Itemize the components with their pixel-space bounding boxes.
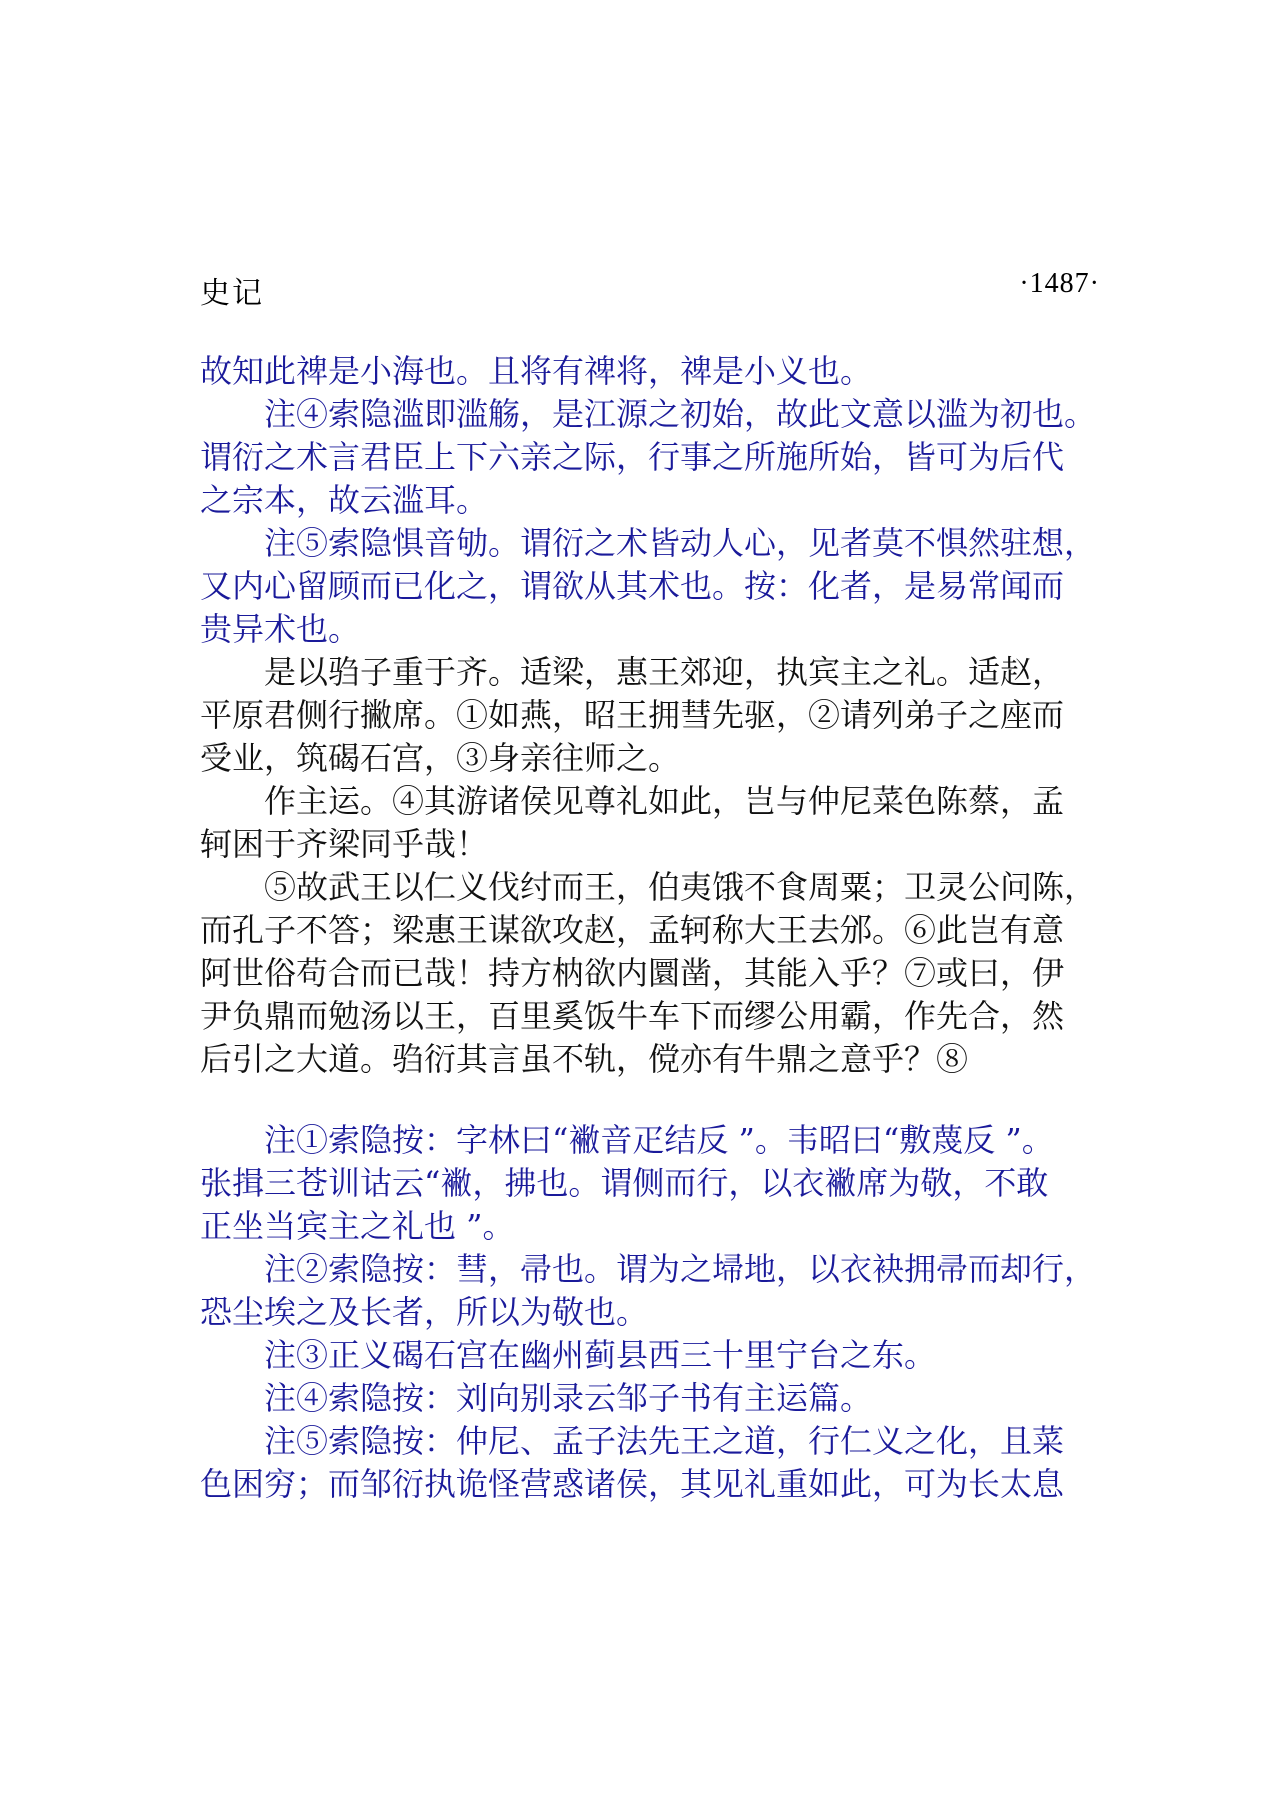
text-line: 恐尘埃之及长者，所以为敬也。: [200, 1293, 649, 1331]
text-line: 谓衍之术言君臣上下六亲之际，行事之所施所始，皆可为后代: [200, 438, 1065, 476]
text-line: 正坐当宾主之礼也 ”。: [200, 1207, 515, 1245]
text-line: 注⑤索隐惧音劬。谓衍之术皆动人心，见者莫不惧然驻想，: [264, 524, 1097, 562]
paragraph-gap: [200, 1081, 1120, 1119]
text-line: 注④索隐滥即滥觞，是江源之初始，故此文意以滥为初也。: [264, 395, 1097, 433]
text-line: 注②索隐按：彗，帚也。谓为之埽地，以衣袂拥帚而却行，: [264, 1250, 1097, 1288]
text-line: 注⑤索隐按：仲尼、孟子法先王之道，行仁义之化，且菜: [264, 1422, 1065, 1460]
text-line: 故知此禆是小海也。且将有禆将，禆是小义也。: [200, 352, 873, 390]
text-line: 是以驺子重于齐。适梁，惠王郊迎，执宾主之礼。适赵，: [264, 653, 1065, 691]
text-line: 尹负鼎而勉汤以王，百里奚饭牛车下而缪公用霸，作先合，然: [200, 997, 1065, 1035]
text-line: 轲困于齐梁同乎哉！: [200, 825, 489, 863]
book-title: 史记: [200, 276, 264, 311]
text-line: 注③正义碣石宫在幽州蓟县西三十里宁台之东。: [264, 1336, 937, 1374]
text-line: 贵异术也。: [200, 610, 361, 648]
text-line: 后引之大道。驺衍其言虽不轨，傥亦有牛鼎之意乎？⑧: [200, 1040, 969, 1078]
page-header: [200, 268, 1100, 311]
text-line: 张揖三苍训诂云“襒，拂也。谓侧而行，以衣襒席为敬，不敢: [200, 1164, 1049, 1202]
text-line: 阿世俗苟合而已哉！持方枘欲内圜凿，其能入乎？⑦或曰，伊: [200, 954, 1065, 992]
text-line: 而孔子不答；梁惠王谋欲攻赵，孟轲称大王去邠。⑥此岂有意: [200, 911, 1065, 949]
body-text: [200, 350, 1120, 1506]
page-number: ·1487·: [1019, 268, 1100, 299]
text-line: 又内心留顾而已化之，谓欲从其术也。按：化者，是易常闻而: [200, 567, 1065, 605]
text-line: 注①索隐按：字林曰“襒音疋结反 ”。韦昭曰“敷蔑反 ”。: [264, 1121, 1054, 1159]
text-line: 之宗本，故云滥耳。: [200, 481, 489, 519]
text-line: 色困穷；而邹衍执诡怪营惑诸侯，其见礼重如此，可为长太息: [200, 1465, 1065, 1503]
text-line: 平原君侧行撇席。①如燕，昭王拥彗先驱，②请列弟子之座而: [200, 696, 1065, 734]
text-line: 受业，筑碣石宫，③身亲往师之。: [200, 739, 681, 777]
text-line: ⑤故武王以仁义伐纣而王，伯夷饿不食周粟；卫灵公问陈，: [264, 868, 1097, 906]
text-line: 注④索隐按：刘向别录云邹子书有主运篇。: [264, 1379, 873, 1417]
text-line: 作主运。④其游诸侯见尊礼如此，岂与仲尼菜色陈蔡，孟: [264, 782, 1065, 820]
